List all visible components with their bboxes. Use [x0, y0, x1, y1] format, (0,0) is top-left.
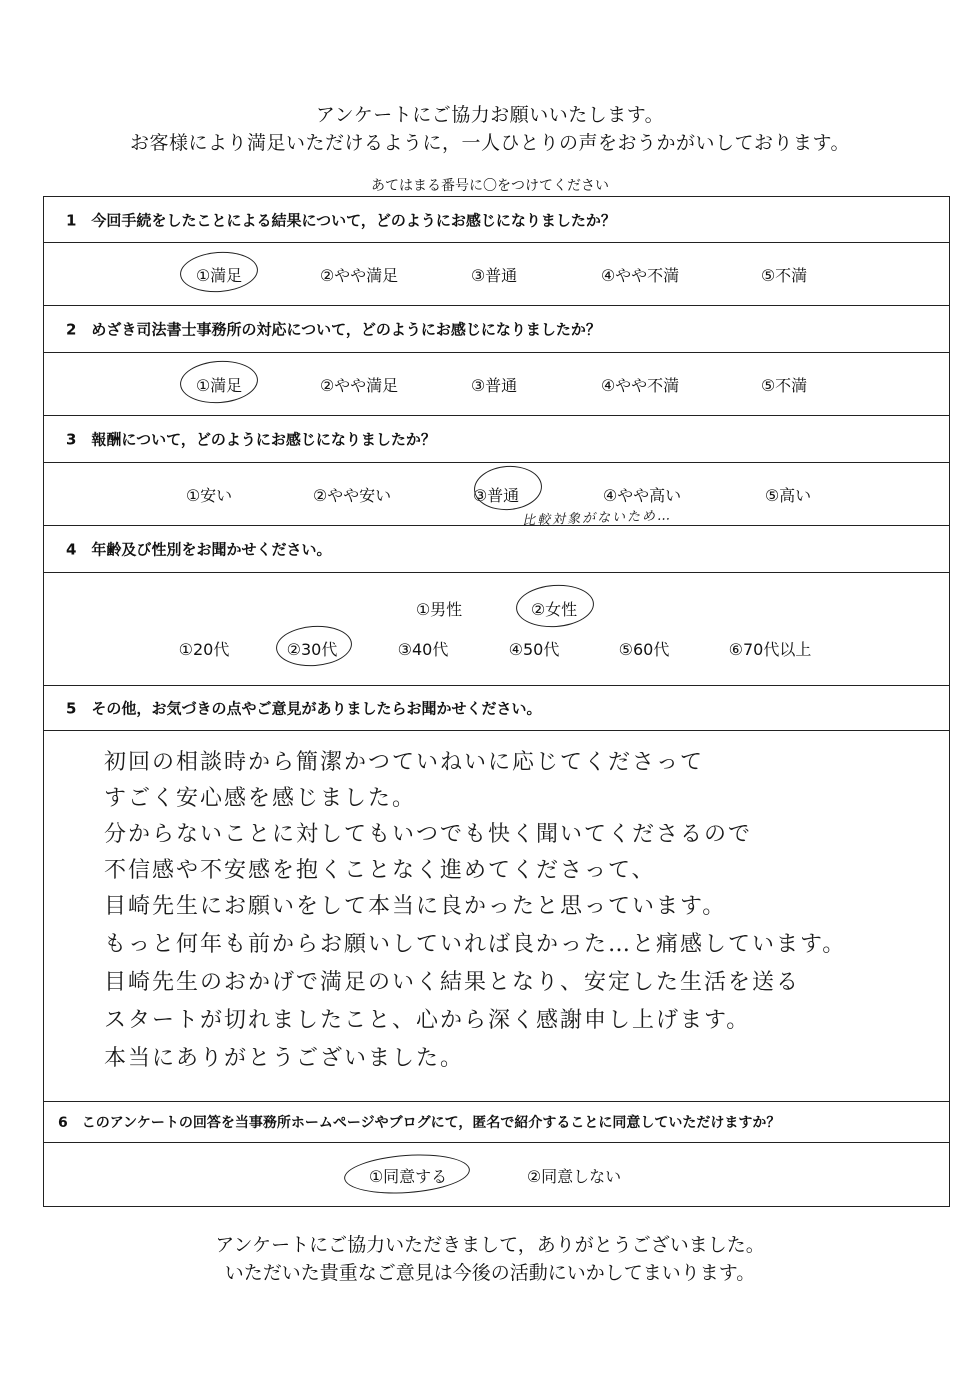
question-2-options	[44, 353, 949, 415]
q2-option-3[interactable]: ③普通	[470, 376, 518, 395]
question-3-label: 3 報酬について，どのようにお感じになりましたか？	[66, 430, 436, 448]
q6-option-2[interactable]: ②同意しない	[526, 1167, 622, 1186]
q3-option-4[interactable]: ④やや高い	[602, 486, 682, 505]
comment-line: 本当にありがとうございました。	[104, 1046, 465, 1071]
q4-gender-selected-circle	[515, 582, 596, 629]
q2-option-2[interactable]: ②やや満足	[319, 376, 399, 395]
question-5-heading	[44, 685, 949, 731]
q1-option-1[interactable]: ①満足	[195, 266, 243, 285]
q3-option-5[interactable]: ⑤高い	[764, 486, 812, 505]
q4-age-option-5[interactable]: ⑤60代	[618, 640, 670, 659]
q1-option-2[interactable]: ②やや満足	[319, 266, 399, 285]
q2-option-4[interactable]: ④やや不満	[600, 376, 680, 395]
question-3-options	[44, 463, 949, 529]
intro-line-2: お客様により満足いただけるように，一人ひとりの声をおうかがいしております。	[130, 132, 850, 154]
outro-line-2: いただいた貴重なご意見は今後の活動にいかしてまいります。	[224, 1262, 756, 1284]
q4-age-option-3[interactable]: ③40代	[397, 640, 449, 659]
q2-option-5[interactable]: ⑤不満	[760, 376, 808, 395]
question-2-label: 2 めざき司法書士事務所の対応について，どのようにお感じになりましたか？	[66, 320, 601, 338]
q6-selected-circle	[343, 1151, 471, 1198]
q4-age-selected-circle	[275, 623, 354, 668]
question-3-heading	[44, 415, 949, 463]
comment-line: 不信感や不安感を抱くことなく進めてくださって、	[104, 858, 656, 883]
q4-age-option-6[interactable]: ⑥70代以上	[728, 640, 812, 659]
question-6-heading	[44, 1101, 949, 1143]
question-5-comment-area[interactable]	[44, 731, 949, 1101]
survey-form	[43, 196, 950, 1207]
comment-line: スタートが切れましたこと、心から深く感謝申し上げます。	[104, 1008, 751, 1033]
question-1-label: 1 今回手続をしたことによる結果について，どのようにお感じになりましたか？	[66, 211, 616, 229]
question-6-options	[44, 1143, 949, 1205]
question-4-label: 4 年齢及び性別をお聞かせください。	[66, 540, 332, 558]
outro-line-1: アンケートにご協力いただきまして，ありがとうございました。	[215, 1234, 765, 1256]
q4-age-option-1[interactable]: ①20代	[178, 640, 230, 659]
instruction: あてはまる番号に〇をつけてください	[371, 178, 609, 194]
q3-option-3[interactable]: ③普通	[472, 486, 520, 505]
question-4-heading	[44, 525, 949, 573]
comment-line: 分からないことに対してもいつでも快く聞いてくださるので	[104, 822, 753, 847]
q3-handwritten-note: 比較対象がないため…	[521, 508, 673, 529]
comment-line: すごく安心感を感じました。	[104, 786, 417, 811]
question-5-label: 5 その他，お気づきの点やご意見がありましたらお聞かせください。	[66, 699, 542, 717]
question-2-heading	[44, 305, 949, 353]
q1-option-4[interactable]: ④やや不満	[600, 266, 680, 285]
q6-option-1[interactable]: ①同意する	[368, 1167, 448, 1186]
q4-age-option-2[interactable]: ②30代	[286, 640, 338, 659]
comment-line: もっと何年も前からお願いしていれば良かった…と痛感しています。	[104, 932, 847, 957]
q1-option-3[interactable]: ③普通	[470, 266, 518, 285]
comment-line: 目崎先生にお願いをして本当に良かったと思っています。	[104, 894, 727, 919]
question-1-options	[44, 243, 949, 305]
question-1-heading	[44, 197, 949, 243]
q3-option-1[interactable]: ①安い	[185, 486, 233, 505]
intro-line-1: アンケートにご協力お願いいたします。	[315, 104, 665, 126]
comment-line: 目崎先生のおかげで満足のいく結果となり、安定した生活を送る	[104, 970, 801, 995]
q4-gender-option-2[interactable]: ②女性	[530, 600, 578, 619]
comment-line: 初回の相談時から簡潔かつていねいに応じてくださって	[104, 750, 705, 775]
q2-selected-circle	[179, 358, 260, 405]
q2-option-1[interactable]: ①満足	[195, 376, 243, 395]
q4-gender-option-1[interactable]: ①男性	[415, 600, 463, 619]
question-4-options	[44, 573, 949, 685]
q1-selected-circle	[179, 249, 260, 294]
q4-age-option-4[interactable]: ④50代	[508, 640, 560, 659]
q1-option-5[interactable]: ⑤不満	[760, 266, 808, 285]
question-6-label: 6 このアンケートの回答を当事務所ホームページやブログにて，匿名で紹介することに同意していただけますか？	[58, 1114, 781, 1131]
q3-option-2[interactable]: ②やや安い	[312, 486, 392, 505]
